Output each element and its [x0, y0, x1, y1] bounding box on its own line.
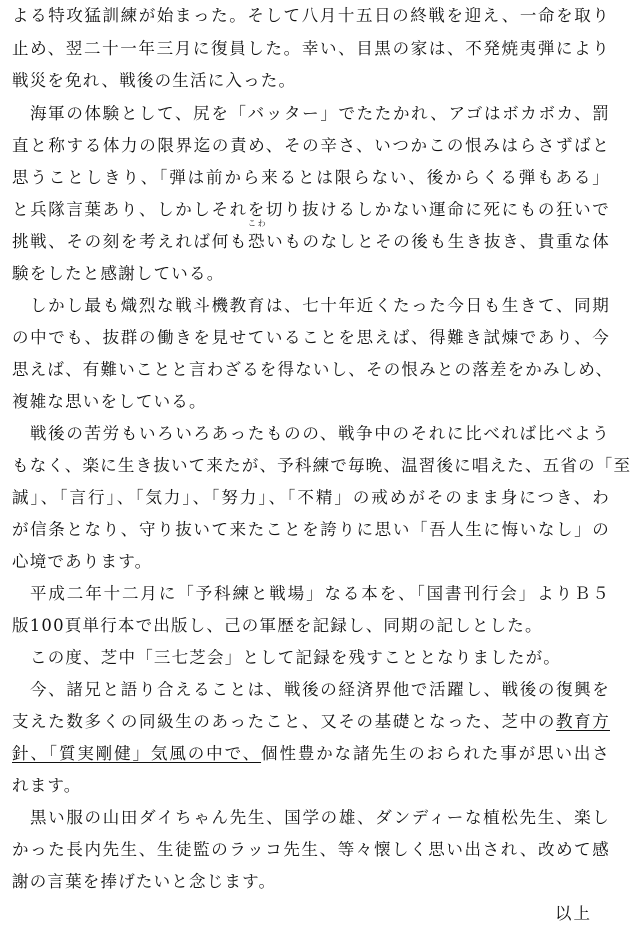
text-line-8-part-a: 挑戦、その刻を考えれば何も — [12, 232, 249, 251]
text-line-28: 謝の言葉を捧げたいと念じます。 — [12, 872, 277, 891]
text-line-16: 誠」、「言行」、「気力」、「努力」、「不精」の戒めがそのまま身につき、わ — [12, 488, 610, 507]
text-line-22: 今、諸兄と語り合えることは、戦後の経済界他で活躍し、戦後の復興を — [30, 680, 610, 699]
text-line-4: 海軍の体験として、尻を「バッター」でたたかれ、アゴはボカボカ、罰 — [30, 104, 610, 123]
text-line-15: もなく、楽に生き抜いて来たが、予科練で毎晩、温習後に唱えた、五省の「至 — [12, 456, 631, 475]
text-line-8 — [12, 219, 610, 254]
text-line-9: 験をしたと感謝している。 — [12, 264, 225, 283]
text-line-24 — [12, 742, 610, 766]
text-line-26: 黒い服の山田ダイちゃん先生、国学の雄、ダンディーな植松先生、楽し — [30, 808, 610, 827]
text-line-18: 心境であります。 — [12, 552, 153, 571]
text-line-25: れます。 — [12, 776, 82, 795]
text-line-17: が信条となり、守り抜いて来たことを誇りに思い「吾人生に悔いなし」の — [12, 520, 610, 539]
text-line-12: 思えば、有難いことと言わざるを得ないし、その恨みとの落差をかみしめ、 — [12, 360, 614, 379]
text-line-19: 平成二年十二月に「予科練と戦場」なる本を、「国書刊行会」よりＢ５ — [30, 584, 610, 603]
text-line-20: 版100頁単行本で出版し、己の軍歴を記録し、同期の記しとした。 — [12, 616, 543, 635]
text-line-5: 直と称する体力の限界迄の責め、その辛さ、いつかこの恨みはらさずばと — [12, 136, 610, 155]
ruby-annotated-word — [248, 219, 266, 254]
text-line-24-part-b: 個性豊かな諸先生のおられた事が思い出さ — [261, 744, 610, 763]
text-line-23 — [12, 710, 610, 734]
text-line-21: この度、芝中「三七芝会」として記録を残すこととなりましたが。 — [30, 648, 561, 667]
text-line-8-part-b: いものなしとその後も生き抜き、貴重な体 — [265, 232, 610, 251]
text-line-3: 戦災を免れ、戦後の生活に入った。 — [12, 71, 297, 90]
ruby-base: 恐 — [248, 232, 266, 251]
closing-remark: 以上 — [555, 904, 592, 923]
underlined-text-b: 針、「質実剛健」気風の中で、 — [12, 744, 262, 763]
ruby-reading: こわ — [248, 219, 266, 228]
text-line-23-part-a: 支えた数多くの同級生のあったこと、又その基礎となった、芝中の — [12, 712, 557, 731]
text-line-10: しかし最も熾烈な戦斗機教育は、七十年近くたった今日も生きて、同期 — [30, 296, 610, 315]
text-line-2: 止め、翌二十一年三月に復員した。幸い、目黒の家は、不発焼夷弾により — [12, 39, 610, 58]
text-line-6: 思うことしきり、「弾は前から来るとは限らない、後からくる弾もある」 — [12, 168, 610, 187]
text-line-1: よる特攻猛訓練が始まった。そして八月十五日の終戦を迎え、一命を取り — [12, 6, 610, 25]
text-line-11: の中でも、抜群の働きを見せていることを思えば、得難き試煉であり、今 — [12, 328, 610, 347]
underlined-text-a: 教育方 — [556, 712, 610, 731]
text-line-13: 複雑な思いをしている。 — [12, 392, 207, 411]
text-line-27: かった長内先生、生徒監のラッコ先生、等々懐しく思い出され、改めて感 — [12, 840, 610, 859]
text-line-14: 戦後の苦労もいろいろあったものの、戦争中のそれに比べれば比べよう — [30, 424, 610, 443]
text-line-7: と兵隊言葉あり、しかしそれを切り抜けるしかない運命に死にもの狂いで — [12, 200, 610, 219]
